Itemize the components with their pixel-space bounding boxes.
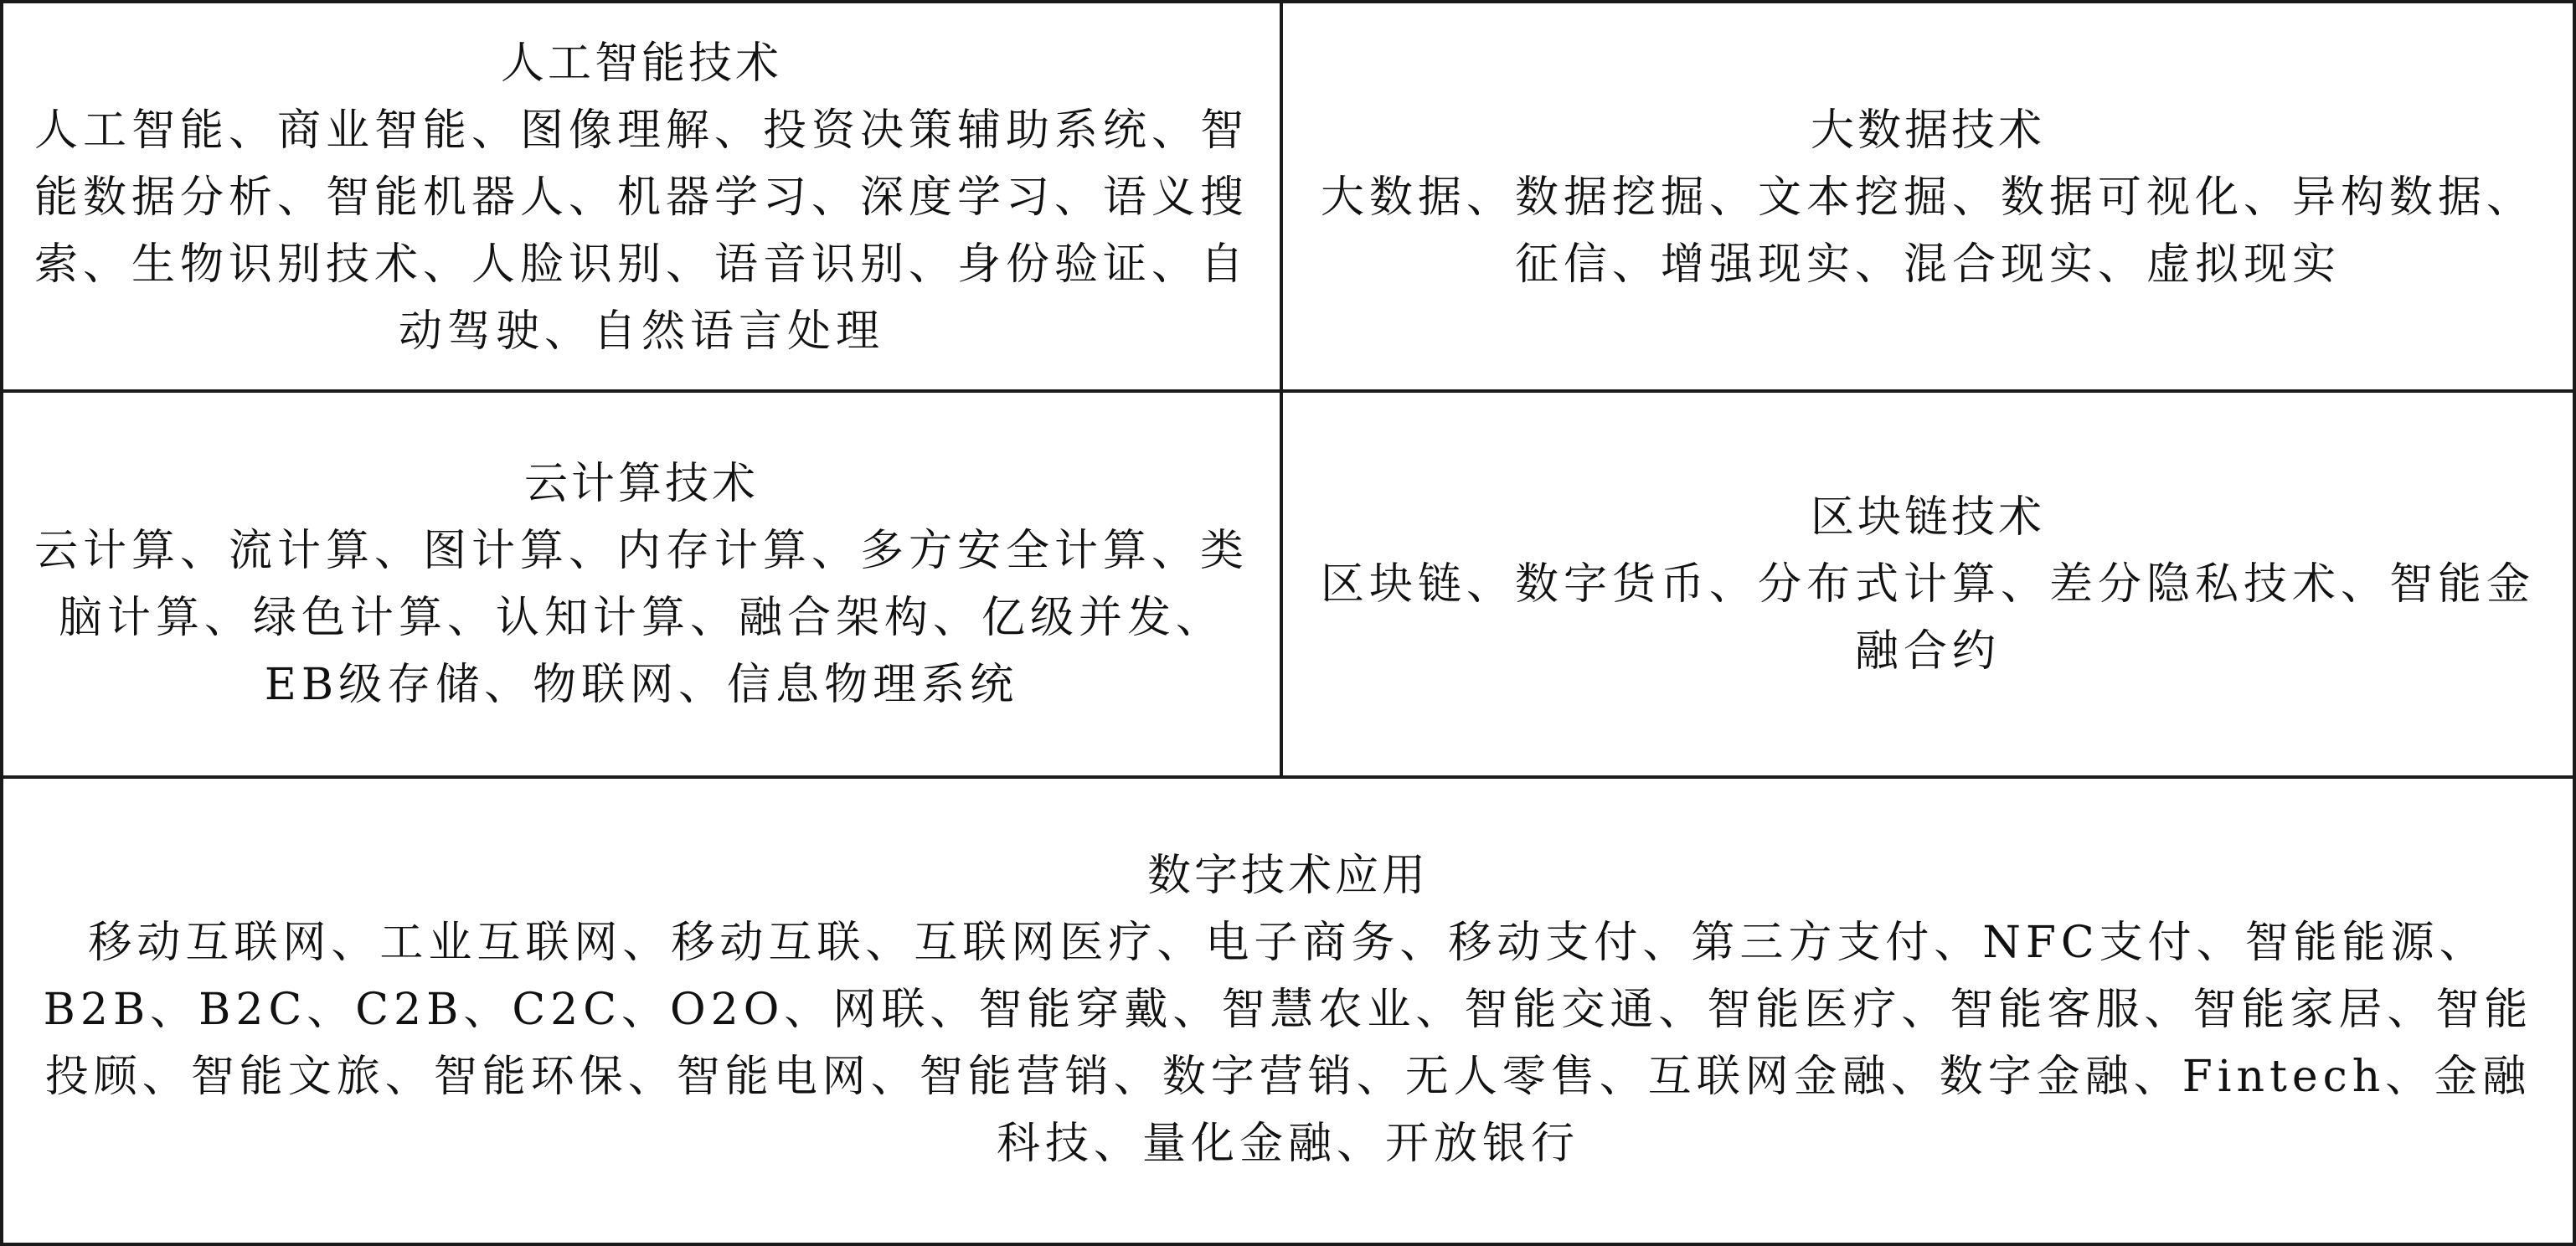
row-divider-1: [0, 389, 2576, 393]
cell-body: 云计算、流计算、图计算、内存计算、多方安全计算、类脑计算、绿色计算、认知计算、融合架构、亿级并发、EB级存储、物联网、信息物理系统: [33, 525, 1249, 710]
cell-title: 云计算技术: [523, 458, 759, 509]
column-divider: [1280, 0, 1283, 777]
cell-title: 数字技术应用: [1146, 851, 1429, 901]
cell-title: 人工智能技术: [500, 38, 782, 89]
cell-title: 大数据技术: [1810, 105, 2045, 156]
cell-big-data-technology: [1286, 7, 2569, 388]
cell-cloud-computing-technology: [7, 394, 1276, 774]
row-divider-2: [0, 775, 2576, 779]
cell-body: 大数据、数据挖掘、文本挖掘、数据可视化、异构数据、征信、增强现实、混合现实、虚拟现实: [1320, 172, 2535, 290]
cell-ai-technology: [7, 7, 1276, 388]
cell-title: 区块链技术: [1810, 492, 2045, 543]
cell-body: 区块链、数字货币、分布式计算、差分隐私技术、智能金融合约: [1320, 559, 2535, 677]
cell-body: 人工智能、商业智能、图像理解、投资决策辅助系统、智能数据分析、智能机器人、机器学习、深度学习、语义搜索、生物识别技术、人脸识别、语音识别、身份验证、自动驾驶、自然语言处理: [33, 105, 1249, 357]
cell-blockchain-technology: [1286, 394, 2569, 774]
cell-body: 移动互联网、工业互联网、移动互联、互联网医疗、电子商务、移动支付、第三方支付、NFC支付、智能能源、B2B、B2C、C2B、C2C、O2O、网联、智能穿戴、智慧农业、智能交通、智能医疗、智能客服、智能家居、智能投顾、智能文旅、智能环保、智能电网、智能营销、数字营销、无人零售、互联网金融、数字金融、Fintech、金融科技、量化金融、开放银行: [43, 918, 2533, 1169]
cell-digital-technology-application: [7, 780, 2569, 1239]
